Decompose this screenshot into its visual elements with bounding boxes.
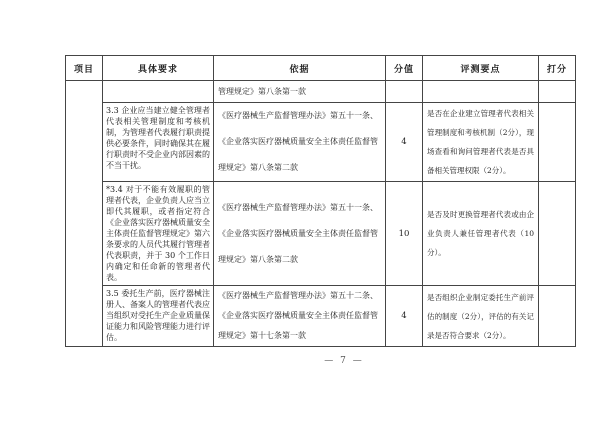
cell-score: 10 (386, 182, 423, 286)
table-row-3-3 (66, 103, 576, 182)
cell-points (423, 81, 539, 103)
cell-basis: 《医疗器械生产监督管理办法》第五十二条、《企业落实医疗器械质量安全主体责任监督管理规定》第十七条第一款 (214, 286, 386, 347)
header-item: 项目 (66, 56, 103, 81)
cell-points: 是否及时更换管理者代表或由企业负责人兼任管理者代表（10分）。 (423, 182, 539, 286)
cell-requirement: 3.5 委托生产前，医疗器械注册人、备案人的管理者代表应当组织对受托生产企业质量保证能力和风险管理能力进行评估。 (103, 286, 214, 347)
cell-basis: 管理规定》第八条第一款 (214, 81, 386, 103)
header-grade: 打分 (539, 56, 576, 81)
header-requirement: 具体要求 (103, 56, 214, 81)
table-row-continuation (66, 81, 576, 103)
cell-grade (539, 81, 576, 103)
cell-score (386, 81, 423, 103)
cell-item-merged (66, 81, 103, 347)
cell-basis: 《医疗器械生产监督管理办法》第五十一条、《企业落实医疗器械质量安全主体责任监督管理规定》第八条第二款 (214, 182, 386, 286)
header-points: 评测要点 (423, 56, 539, 81)
evaluation-table (65, 55, 576, 347)
cell-grade (539, 103, 576, 182)
header-basis: 依据 (214, 56, 386, 81)
cell-score: 4 (386, 286, 423, 347)
table-header-row (66, 56, 576, 81)
cell-basis: 《医疗器械生产监督管理办法》第五十一条、《企业落实医疗器械质量安全主体责任监督管理规定》第八条第二款 (214, 103, 386, 182)
table-row-3-4 (66, 182, 576, 286)
page-number: — 7 — (324, 356, 364, 366)
cell-grade (539, 182, 576, 286)
cell-score: 4 (386, 103, 423, 182)
cell-points: 是否在企业建立管理者代表相关管理制度和考核机制（2分），现场查看和询问管理者代表是否具备相关管理权限（2分）。 (423, 103, 539, 182)
cell-requirement (103, 81, 214, 103)
table-row-3-5 (66, 286, 576, 347)
cell-points: 是否组织企业制定委托生产前评估的制度（2分），评估的有关记录是否符合要求（2分）。 (423, 286, 539, 347)
cell-requirement: *3.4 对于不能有效履职的管理者代表，企业负责人应当立即代其履职，或者指定符合《企业落实医疗器械质量安全主体责任监督管理规定》第六条要求的人员代其履行管理者代表职责，并于 30 个工作日内确定和任命新的管理者代表。 (103, 182, 214, 286)
cell-grade (539, 286, 576, 347)
cell-requirement: 3.3 企业应当建立健全管理者代表相关管理制度和考核机制，为管理者代表履行职责提供必要条件，同时确保其在履行职责时不受企业内部因素的不当干扰。 (103, 103, 214, 182)
header-score: 分值 (386, 56, 423, 81)
